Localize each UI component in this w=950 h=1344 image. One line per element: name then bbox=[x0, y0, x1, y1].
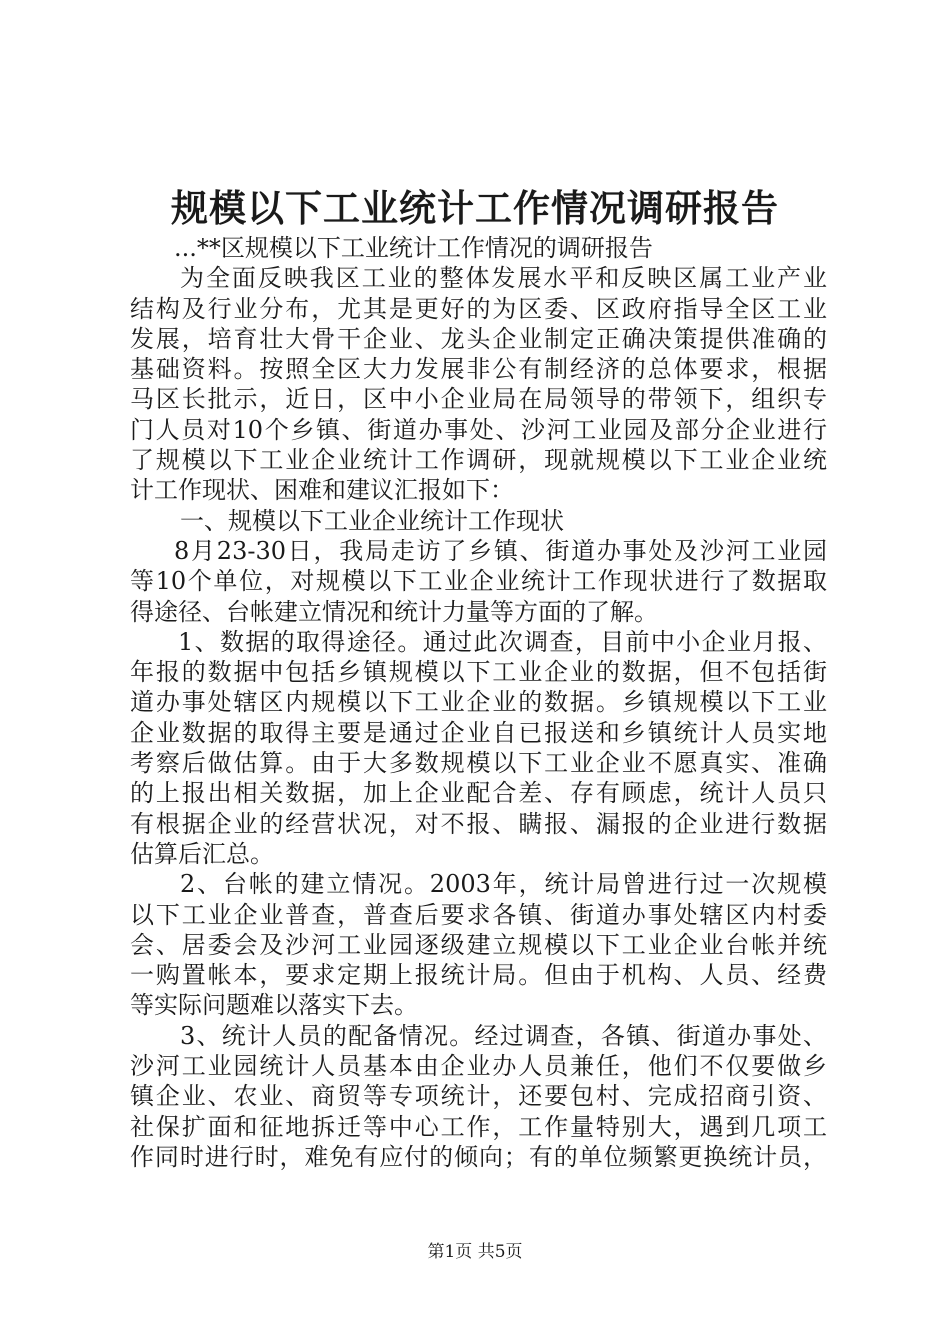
text-line: 发展，培育壮大骨干企业、龙头企业制定正确决策提供准确的 bbox=[130, 324, 827, 353]
text-line: 等实际问题难以落实下去。 bbox=[130, 991, 418, 1020]
text-line: 的上报出相关数据，加上企业配合差、存有顾虑，统计人员只 bbox=[130, 779, 827, 808]
text-line: 镇企业、农业、商贸等专项统计，还要包村、完成招商引资、 bbox=[130, 1082, 827, 1111]
text-line: 1、数据的取得途径。通过此次调查，目前中小企业月报、 bbox=[178, 627, 827, 656]
text-line: 沙河工业园统计人员基本由企业办人员兼任，他们不仅要做乡 bbox=[130, 1052, 827, 1081]
text-line: 考察后做估算。由于大多数规模以下工业企业不愿真实、准确 bbox=[130, 749, 827, 778]
text-line: 马区长批示，近日，区中小企业局在局领导的带领下，组织专 bbox=[130, 385, 827, 414]
text-line: 作同时进行时，难免有应付的倾向；有的单位频繁更换统计员， bbox=[130, 1142, 827, 1171]
text-line: 结构及行业分布，尤其是更好的为区委、区政府指导全区工业 bbox=[130, 294, 827, 323]
text-line: 社保扩面和征地拆迁等中心工作，工作量特别大，遇到几项工 bbox=[130, 1112, 827, 1141]
text-line: 8月23-30日，我局走访了乡镇、街道办事处及沙河工业园 bbox=[174, 536, 827, 565]
text-line: 道办事处辖区内规模以下工业企业的数据。乡镇规模以下工业 bbox=[130, 688, 827, 717]
text-line: 会、居委会及沙河工业园逐级建立规模以下工业企业台帐并统 bbox=[130, 930, 827, 959]
text-line: 为全面反映我区工业的整体发展水平和反映区属工业产业 bbox=[180, 264, 827, 293]
text-line: 门人员对10个乡镇、街道办事处、沙河工业园及部分企业进行 bbox=[130, 415, 827, 444]
text-line: 得途径、台帐建立情况和统计力量等方面的了解。 bbox=[130, 597, 658, 626]
text-line: ...**区规模以下工业统计工作情况的调研报告 bbox=[174, 234, 653, 262]
text-line: 了规模以下工业企业统计工作调研，现就规模以下工业企业统 bbox=[130, 446, 827, 475]
text-line: 有根据企业的经营状况，对不报、瞒报、漏报的企业进行数据 bbox=[130, 809, 827, 838]
text-line: 估算后汇总。 bbox=[130, 839, 274, 868]
page-footer: 第1页 共5页 bbox=[427, 1242, 523, 1262]
text-line: 一、规模以下工业企业统计工作现状 bbox=[180, 506, 564, 535]
text-line: 等10个单位，对规模以下工业企业统计工作现状进行了数据取 bbox=[130, 567, 827, 596]
text-line: 2、台帐的建立情况。2003年，统计局曾进行过一次规模 bbox=[180, 870, 827, 899]
text-line: 企业数据的取得主要是通过企业自已报送和乡镇统计人员实地 bbox=[130, 718, 827, 747]
text-line: 基础资料。按照全区大力发展非公有制经济的总体要求，根据 bbox=[130, 355, 827, 384]
document-body bbox=[130, 233, 827, 1172]
text-line: 3、统计人员的配备情况。经过调查，各镇、街道办事处、 bbox=[180, 1021, 827, 1050]
document-title: 规模以下工业统计工作情况调研报告 bbox=[171, 186, 779, 230]
text-line: 一购置帐本，要求定期上报统计局。但由于机构、人员、经费 bbox=[130, 961, 827, 990]
text-line: 计工作现状、困难和建议汇报如下： bbox=[130, 476, 514, 505]
text-line: 以下工业企业普查，普查后要求各镇、街道办事处辖区内村委 bbox=[130, 900, 827, 929]
text-line: 年报的数据中包括乡镇规模以下工业企业的数据，但不包括街 bbox=[130, 658, 827, 687]
